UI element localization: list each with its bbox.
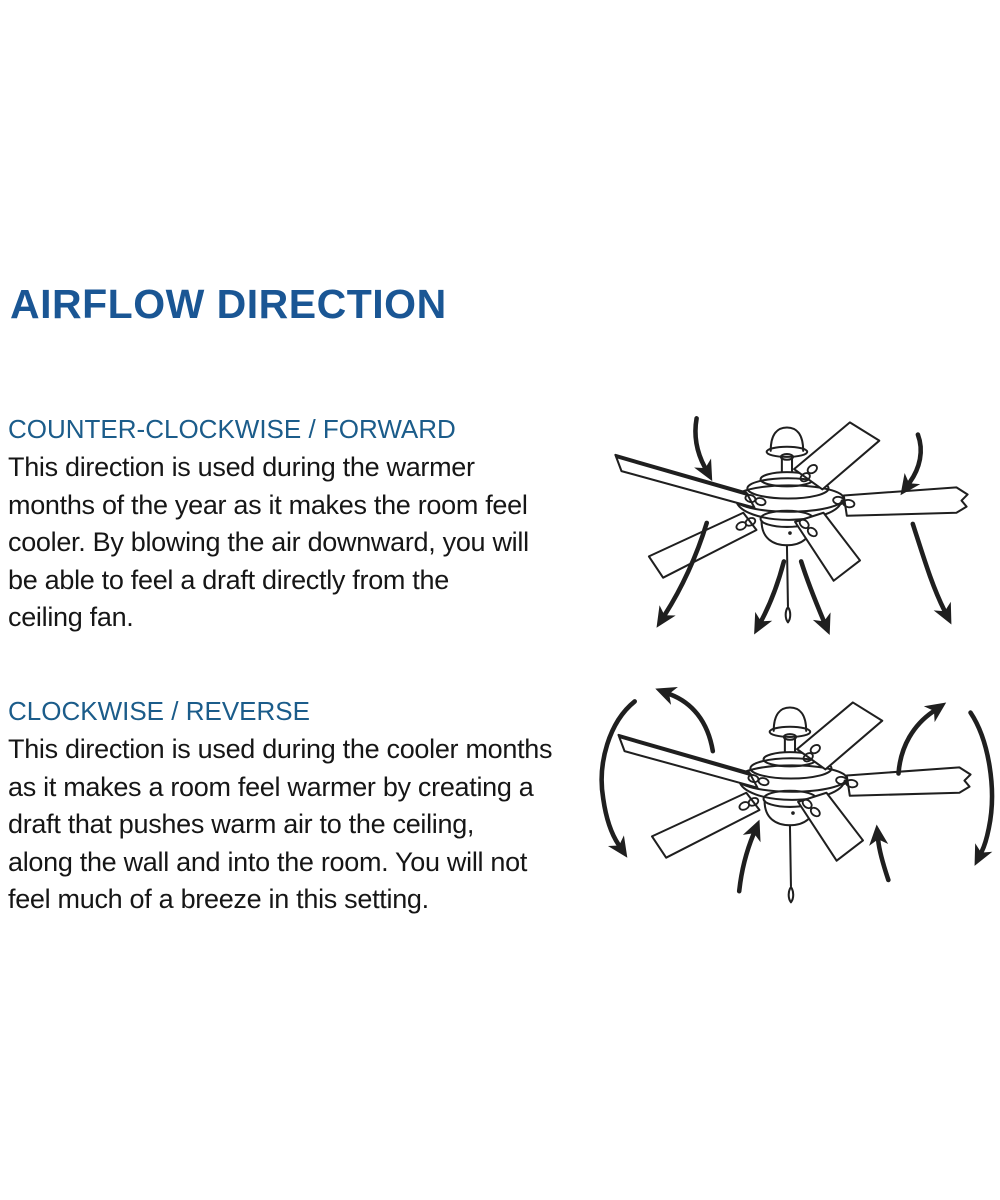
up-arrow [670,694,713,751]
ceiling-fan-drawing [615,422,967,622]
body-text-line: months of the year as it makes the room feel [8,489,528,520]
body-text-line: cooler. By blowing the air downward, you will [8,527,529,557]
down-arrow [762,561,784,620]
down-wall-arrow [971,713,992,852]
down-wall-arrow [602,701,635,844]
body-text-line: be able to feel a draft directly from the [8,564,449,595]
down-arrow [910,435,921,483]
down-arrow [695,418,704,467]
page-title: AIRFLOW DIRECTION [10,281,447,327]
ceiling-fan-drawing [618,702,970,902]
section-counter-clockwise-forward [8,414,608,637]
up-arrow [878,840,888,880]
body-text-line: feel much of a breeze in this setting. [8,884,429,914]
down-arrow [801,561,823,620]
ceiling-fan-circulating-airflow-illustration [586,676,1000,945]
section-clockwise-reverse [8,696,608,919]
ceiling-fan-drawing [618,702,970,902]
up-arrow [739,834,753,891]
body-text-line: This direction is used during the cooler months [8,734,553,764]
body-text-line: along the wall and into the room. You will not [8,846,528,877]
section-heading-clockwise: CLOCKWISE / REVERSE [8,696,310,726]
down-arrow [913,524,944,610]
ceiling-fan-downward-airflow-illustration [588,406,994,655]
body-text-line: as it makes a room feel warmer by creating a [8,771,534,802]
body-text-line: ceiling fan. [8,602,134,632]
up-arrow [899,712,933,774]
section-heading-counter-clockwise: COUNTER-CLOCKWISE / FORWARD [8,414,456,444]
body-text-line: draft that pushes warm air to the ceiling, [8,809,475,839]
body-text-line: This direction is used during the warmer [8,452,475,482]
